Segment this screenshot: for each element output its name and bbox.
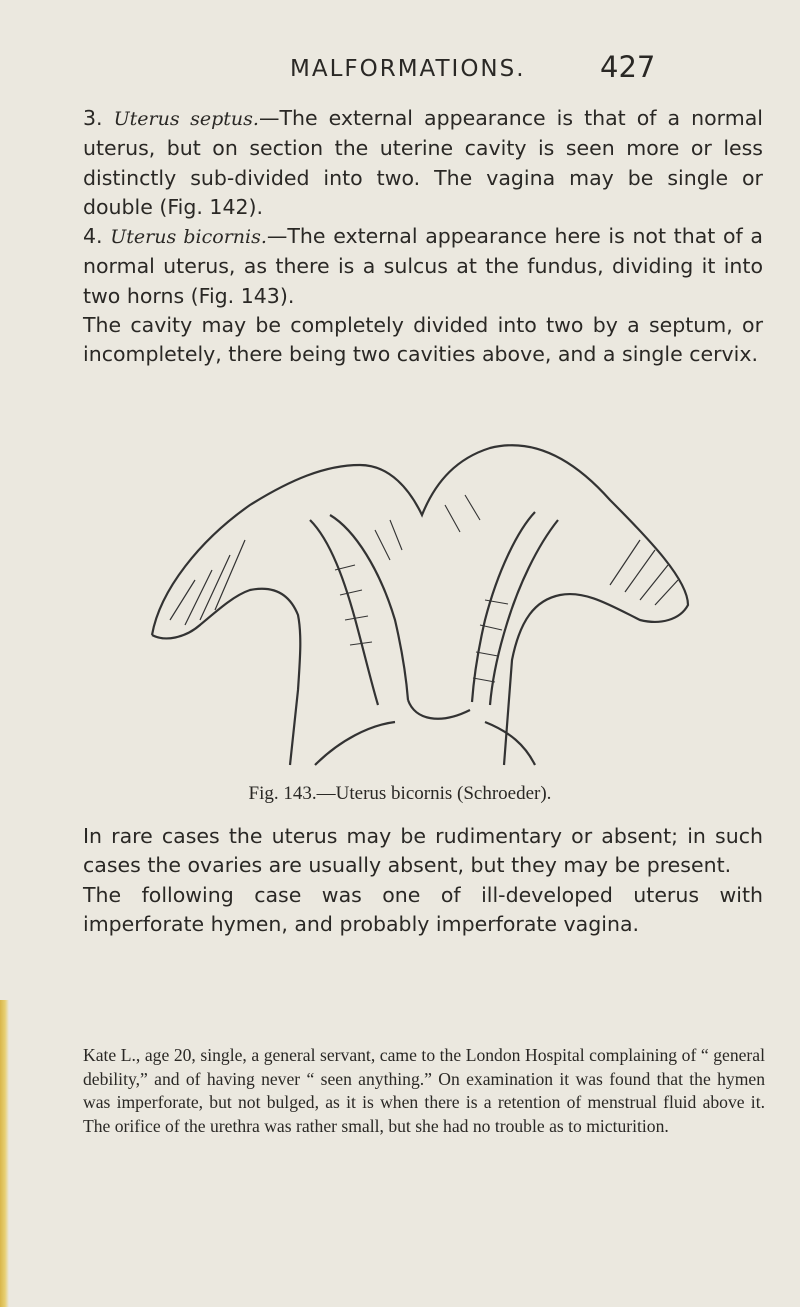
term-uterus-septus: Uterus septus. (113, 108, 259, 130)
page-header (0, 50, 800, 90)
case-report-text: Kate L., age 20, single, a general servant, came to the London Hospital complaining of “ general debility,” and of having never “ seen anything.” On examination it was found that the hymen was imperforate, but not bulged, as it is when there is a retention of menstrual fluid above it. The orifice of the urethra was rather small, but she had no trouble as to micturition. (83, 1045, 765, 1136)
paragraph-rudimentary: In rare cases the uterus may be rudimentary or absent; in such cases the ovaries are usually absent, but they may be present. (83, 824, 763, 878)
para-number: 4. (83, 224, 103, 249)
paragraph-uterus-bicornis (83, 222, 763, 311)
paragraph-cavity: The cavity may be completely divided into two by a septum, or incompletely, there being two cavities above, and a single cervix. (83, 313, 763, 367)
term-uterus-bicornis: Uterus bicornis. (110, 226, 267, 249)
text-block-middle (83, 822, 763, 939)
paragraph-uterus-septus (83, 104, 763, 222)
para-body: —The external appearance is that of a normal uterus, but on section the uterine cavity is seen more or less distinctly sub-divided into two. The vagina may be single or double (Fig. 142). (83, 106, 763, 219)
page-number: 427 (600, 50, 656, 84)
page-edge-stain (0, 1000, 9, 1307)
figure-caption: Fig. 143.—Uterus bicornis (Schroeder). (248, 783, 552, 804)
paragraph-following-case: The following case was one of ill-developed uterus with imperforate hymen, and probably imperforate vagina. (83, 882, 763, 936)
para-number: 3. (83, 106, 103, 130)
uterus-bicornis-illustration (140, 420, 700, 780)
para-body: —The external appearance here is not that of a normal uterus, as there is a sulcus at the fundus, dividing it into two horns (Fig. 143). (83, 224, 763, 308)
running-head: MALFORMATIONS. (290, 56, 526, 82)
case-report (83, 1044, 765, 1138)
text-block-top (83, 104, 763, 370)
